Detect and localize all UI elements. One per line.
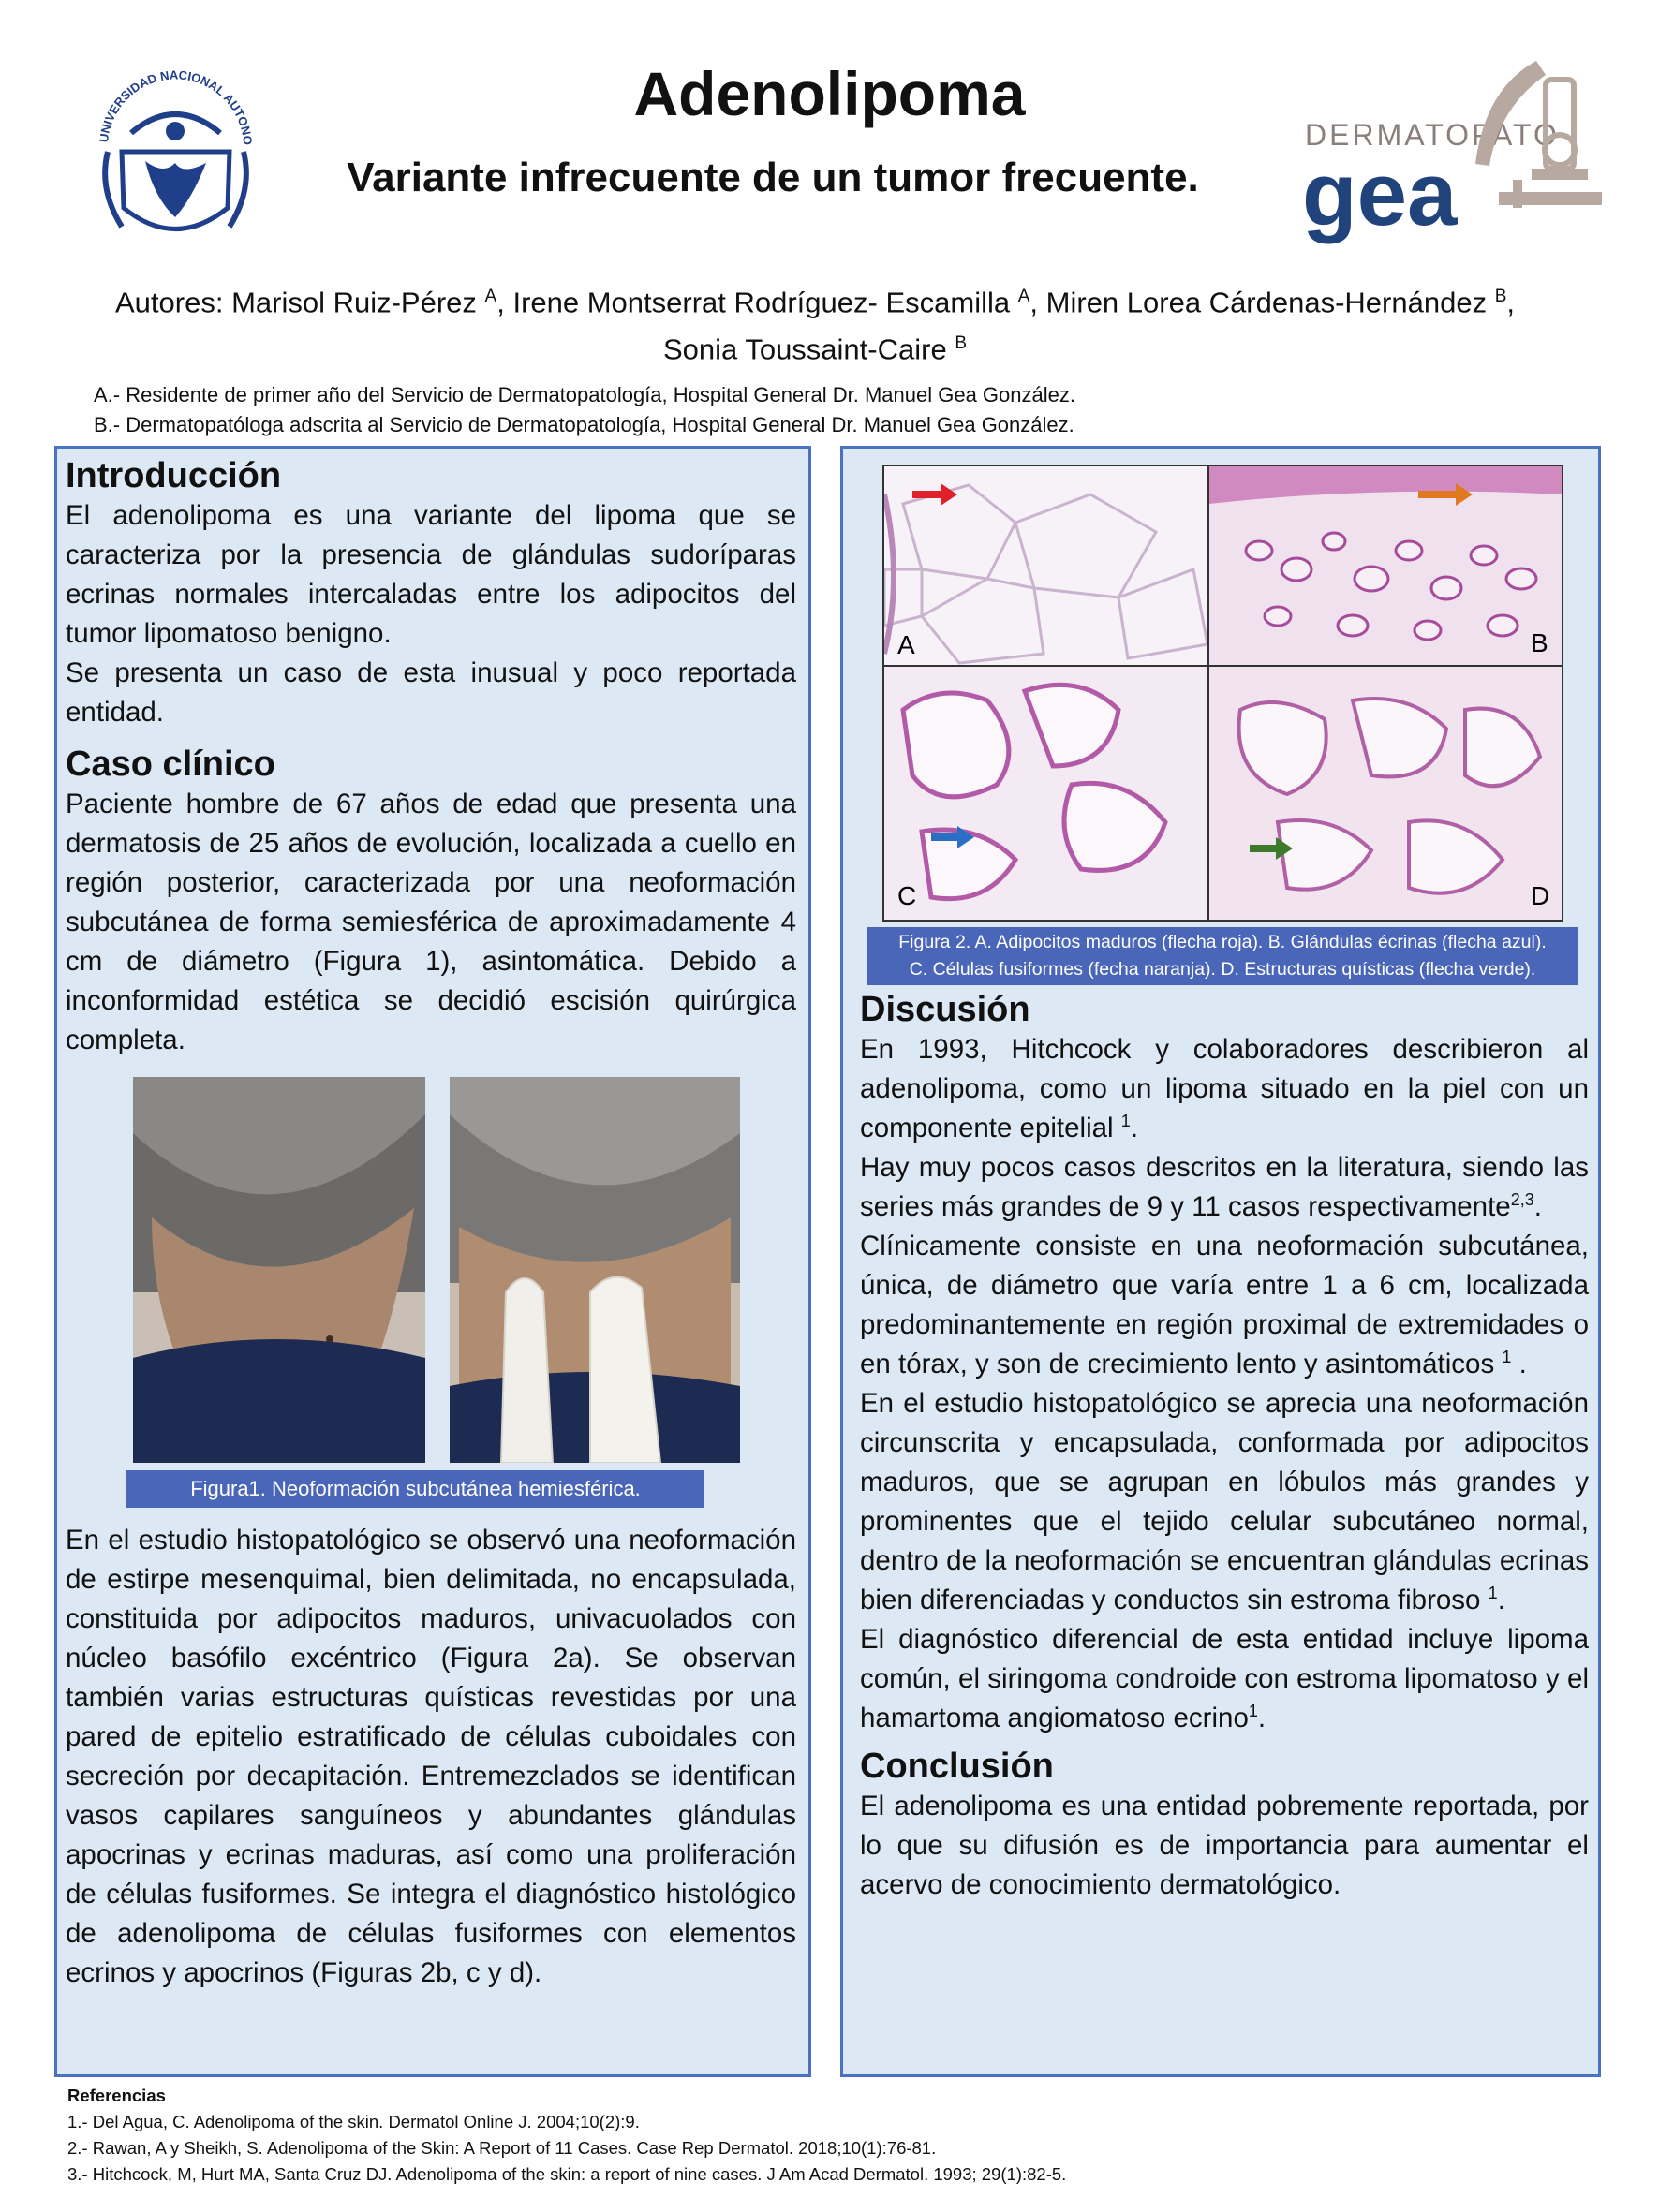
logo-gea-text: gea [1302, 144, 1458, 244]
authors-label: Autores: [114, 286, 224, 319]
figure2-caption-line2: C. Células fusiformes (fecha naranja). D. Estructuras quísticas (flecha verde). [909, 959, 1536, 980]
intro-text-2: Se presenta un caso de esta inusual y poco reportada entidad. [66, 657, 796, 728]
references [67, 2083, 1604, 2188]
conclusion-heading: Conclusión [860, 1747, 1054, 1786]
citation-sup: 1 [1248, 1702, 1258, 1721]
citation-sup: 1 [1488, 1584, 1498, 1603]
figure2-panel-b [1209, 466, 1562, 665]
authors-line: Autores: Marisol Ruiz-Pérez $^A$, Irene Montserrat Rodríguez- Escamilla $^A$, Miren Lorea Cárdenas-Hernández $^B$, Sonia Toussaint-Caire $^B$ [114, 286, 1516, 366]
author-aff: B [955, 333, 968, 354]
figure2-caption-line1: Figura 2. A. Adipocitos maduros (flecha roja). B. Glándulas écrinas (flecha azul). [898, 932, 1547, 952]
citation-sup: 2,3 [1510, 1190, 1534, 1210]
histo-text: En el estudio histopatológico se observó una neoformación de estirpe mesenquimal, bien delimitada, no encapsulada, constituida por adipocitos maduros, univacuolados con núcleo basófilo excéntrico (Figura 2a). Se observan también varias estructuras quísticas revestidas por una pared de epitelio estratificado de células cuboidales con secreción por decapitación. Entremezclados se identifican vasos capilares sanguíneos y abundantes glándulas apocrinas y ecrinas maduras, así como una proliferación de células fusiformes. Se integra el diagnóstico histológico de adenolipoma de células fusiformes con elementos ecrinos y apocrinos (Figuras 2b, c y d). [66, 1525, 796, 1988]
citation-sup: 1 [1120, 1112, 1131, 1131]
author-aff: B [1494, 287, 1507, 306]
discussion-p3-text: Clínicamente consiste en una neoformación subcutánea, única, de diámetro que varía entre 1 a 6 cm, localizada predominantemente en región proximal de extremidades o en tórax, y son de crecimiento lento y asintomáticos [860, 1231, 1589, 1379]
affiliations [94, 380, 1499, 440]
poster-subtitle: Variante infrecuente de un tumor frecuente. [347, 155, 1199, 200]
reference-item: 3.- Hitchcock, M, Hurt MA, Santa Cruz DJ. Adenolipoma of the skin: a report of nine cases. J Am Acad Dermatol. 1993; 29(1):82-5. [67, 2164, 1067, 2184]
figure2-label-b: B [1531, 628, 1548, 657]
discussion-p2-text: Hay muy pocos casos descritos en la literatura, siendo las series más grandes de 9 y 11 casos respectivamente [860, 1152, 1589, 1222]
author-name: Marisol Ruiz-Pérez [231, 286, 477, 319]
dermatopato-gea-logo [1297, 52, 1616, 253]
histo-section [66, 1521, 796, 1993]
discussion-section [860, 989, 1589, 1905]
discussion-p1-text: En 1993, Hitchcock y colaboradores describieron al adenolipoma, como un lipoma situado en la piel con un componente epitelial [860, 1034, 1589, 1143]
case-text: Paciente hombre de 67 años de edad que presenta una dermatosis de 25 años de evolución, localizada a cuello en región posterior, caracterizada por una neoformación subcutánea de forma semiesférica de aproximadamente 4 cm de diámetro (Figura 1), asintomática. Debido a inconformidad estética se decidió escisión quirúrgica completa. [66, 789, 796, 1055]
discussion-p1: En 1993, Hitchcock y colaboradores describieron al adenolipoma, como un lipoma situado en la piel con un componente epitelial $^1$. [860, 1034, 1589, 1143]
figure2-label-d: D [1531, 881, 1550, 910]
discussion-p5: El diagnóstico diferencial de esta entidad incluye lipoma común, el siringoma condroide con estroma lipomatoso y el hamartoma angiomatoso ecrino$^1$. [860, 1624, 1589, 1733]
intro-section [66, 455, 796, 1060]
references-heading: Referencias [67, 2086, 166, 2105]
affiliation-b: B.- Dermatopatóloga adscrita al Servicio de Dermatopatología, Hospital General Dr. Manuel Gea González. [94, 413, 1074, 436]
discussion-p3: Clínicamente consiste en una neoformación subcutánea, única, de diámetro que varía entre 1 a 6 cm, localizada predominantemente en región proximal de extremidades o en tórax, y son de crecimiento lento y asintomáticos $^1$ . [860, 1231, 1589, 1379]
figure1-photo-right [450, 1077, 740, 1463]
logo-dermatopato-text: DERMATOPATO [1305, 118, 1560, 152]
intro-heading: Introducción [66, 456, 282, 495]
discussion-heading: Discusión [860, 990, 1030, 1029]
figure1-caption [126, 1470, 704, 1508]
discussion-p4-text: En el estudio histopatológico se aprecia una neoformación circunscrita y encapsulada, conformada por adipocitos maduros, que se agrupan en lóbulos más grandes y prominentes que el tejido celular subcutáneo normal, dentro de la neoformación se encuentran glándulas ecrinas bien diferenciadas y conductos sin estroma fibroso [860, 1388, 1589, 1615]
discussion-p5-text: El diagnóstico diferencial de esta entidad incluye lipoma común, el siringoma condroide con estroma lipomatoso y el hamartoma angiomatoso ecrino [860, 1624, 1589, 1733]
author-name: Irene Montserrat Rodríguez- Escamilla [512, 286, 1011, 319]
figure1-caption-text: Figura1. Neoformación subcutánea hemiesférica. [190, 1477, 641, 1500]
figure2-grid [882, 465, 1563, 922]
intro-text-1: El adenolipoma es una variante del lipoma que se caracteriza por la presencia de glándulas sudoríparas ecrinas normales intercaladas entre los adipocitos del tumor lipomatoso benigno. [66, 500, 796, 649]
affiliation-a: A.- Residente de primer año del Servicio de Dermatopatología, Hospital General Dr. Manuel Gea González. [94, 383, 1075, 406]
figure2-panel-a [884, 466, 1207, 665]
reference-item: 2.- Rawan, A y Sheikh, S. Adenolipoma of the Skin: A Report of 11 Cases. Case Rep Dermatol. 2018;10(1):76-81. [67, 2138, 937, 2158]
figure1-photo-left [133, 1077, 425, 1463]
reference-item: 1.- Del Agua, C. Adenolipoma of the skin. Dermatol Online J. 2004;10(2):9. [67, 2112, 640, 2131]
case-heading: Caso clínico [66, 745, 275, 784]
citation-sup: 1 [1502, 1348, 1512, 1367]
figure2-label-c: C [897, 881, 917, 910]
figure2-caption [867, 927, 1578, 985]
poster-title: Adenolipoma [633, 59, 1026, 128]
conclusion-text: El adenolipoma es una entidad pobremente reportada, por lo que su difusión es de importancia para aumentar el acervo de conocimiento dermatológico. [860, 1791, 1589, 1900]
unam-logo-text: UNIVERSIDAD NACIONAL AUTONO [96, 67, 256, 146]
discussion-p4: En el estudio histopatológico se aprecia una neoformación circunscrita y encapsulada, conformada por adipocitos maduros, que se agrupan en lóbulos más grandes y prominentes que el tejido celular subcutáneo normal, dentro de la neoformación se encuentran glándulas ecrinas bien diferenciadas y conductos sin estroma fibroso $^1$. [860, 1388, 1589, 1615]
figure2-label-a: A [897, 630, 915, 659]
author-name: Miren Lorea Cárdenas-Hernández [1045, 286, 1488, 319]
author-name: Sonia Toussaint-Caire [662, 332, 947, 366]
figure2-panel-c [884, 667, 1207, 920]
figure2-panel-d [1209, 667, 1562, 920]
discussion-p2: Hay muy pocos casos descritos en la literatura, siendo las series más grandes de 9 y 11 casos respectivamente$^{2,3}$. [860, 1152, 1589, 1222]
author-aff: A [484, 287, 497, 306]
author-aff: A [1017, 287, 1030, 306]
